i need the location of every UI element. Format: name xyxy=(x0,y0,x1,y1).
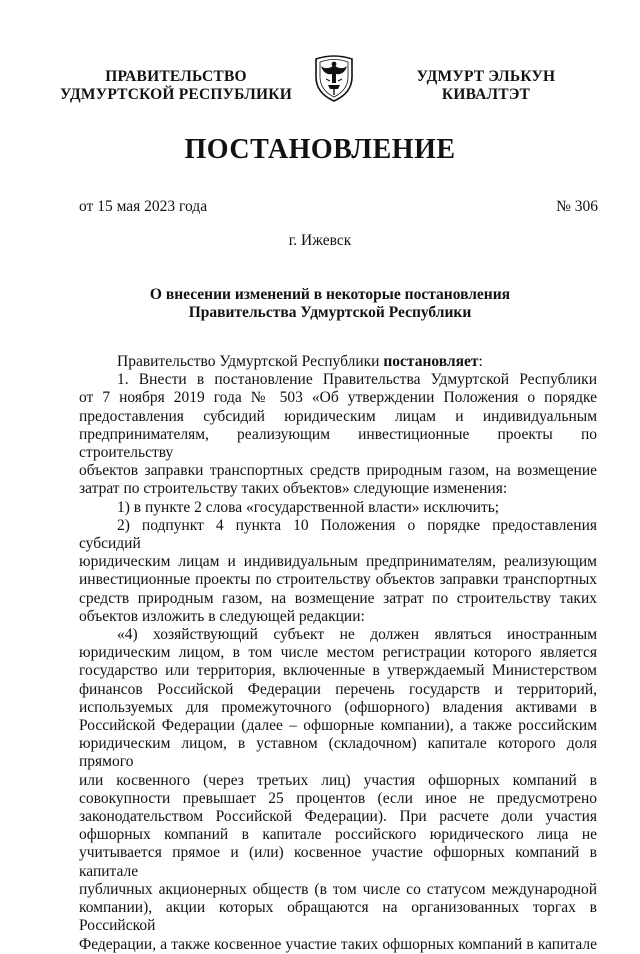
body-line: инвестиционные проекты по строительству объектов заправки транспортных xyxy=(79,571,597,589)
body-line: объектов заправки транспортных средств природным газом, на возмещение xyxy=(79,462,597,480)
body-line: 1. Внести в постановление Правительства Удмуртской Республики xyxy=(117,371,597,389)
udmurt-coat-of-arms-icon xyxy=(312,53,356,103)
body-line: компании), акции которых обращаются на организованных торгах в Российской xyxy=(79,899,597,935)
body-intro xyxy=(79,353,597,371)
body-line: «4) хозяйствующий субъект не должен являться иностранным xyxy=(117,626,597,644)
body-line: законодательством Российской Федерации). При расчете доли участия xyxy=(79,808,597,826)
body-line: используемых для промежуточного (офшорного) владения активами в xyxy=(79,698,597,716)
document-number: № 306 xyxy=(556,198,598,215)
subject-line2: Правительства Удмуртской Республики xyxy=(188,304,472,321)
header-right-line1: УДМУРТ ЭЛЬКУН xyxy=(416,68,556,85)
body-line: учитывается прямое и (или) косвенное участие офшорных компаний в капитале xyxy=(79,844,597,880)
body-line: финансов Российской Федерации перечень государств и территорий, xyxy=(79,680,597,698)
body-line: юридическим лицом, в уставном (складочном) капитале которого доля прямого xyxy=(79,735,597,771)
header-left-line2: УДМУРТСКОЙ РЕСПУБЛИКИ xyxy=(60,86,292,103)
intro-bold: постановляет xyxy=(383,353,479,370)
document-body xyxy=(79,353,597,954)
body-line: юридическим лицам и индивидуальным предпринимателям, реализующим xyxy=(79,553,597,571)
body-line: средств природным газом, на возмещение затрат по строительству таких xyxy=(79,589,597,607)
subject-line1: О внесении изменений в некоторые постановления xyxy=(149,286,511,303)
body-line: Федерации, а также косвенное участие таких офшорных компаний в капитале xyxy=(79,935,597,953)
header-right xyxy=(386,68,586,104)
body-line: от 7 ноября 2019 года № 503 «Об утверждении Положения о порядке xyxy=(79,389,597,407)
header-left-line1: ПРАВИТЕЛЬСТВО xyxy=(105,68,247,85)
body-line: Российской Федерации (далее – офшорные компании), а также российским xyxy=(79,717,597,735)
body-line: 2) подпункт 4 пункта 10 Положения о порядке предоставления субсидий xyxy=(79,516,597,553)
body-line: 1) в пункте 2 слова «государственной власти» исключить; xyxy=(117,498,500,516)
body-line: объектов изложить в следующей редакции: xyxy=(79,607,365,625)
body-line: предпринимателям, реализующим инвестиционные проекты по строительству xyxy=(79,425,597,462)
body-line: предоставления субсидий юридическим лицам и индивидуальным xyxy=(79,407,597,425)
body-line: публичных акционерных обществ (в том числе со статусом международной xyxy=(79,880,597,898)
document-title: ПОСТАНОВЛЕНИЕ xyxy=(184,134,456,165)
body-line: государство или территория, включенные в утверждаемый Министерством xyxy=(79,662,597,680)
intro-end: : xyxy=(478,353,483,370)
body-line: совокупности превышает 25 процентов (если иное не предусмотрено xyxy=(79,789,597,807)
header-right-line2: КИВАЛТЭТ xyxy=(441,86,531,103)
intro-text: Правительство Удмуртской Республики xyxy=(117,353,384,370)
document-date: от 15 мая 2023 года xyxy=(79,198,208,215)
body-line: офшорных компаний в капитале российского юридического лица не xyxy=(79,826,597,844)
document-city: г. Ижевск xyxy=(288,232,352,249)
body-line: затрат по строительству таких объектов» следующие изменения: xyxy=(79,480,508,498)
header-left xyxy=(60,68,292,104)
body-line: юридическим лицом, в том числе местом регистрации которого является xyxy=(79,644,597,662)
body-line: или косвенного (через третьих лиц) участия офшорных компаний в xyxy=(79,771,597,789)
document-subject xyxy=(60,286,600,322)
